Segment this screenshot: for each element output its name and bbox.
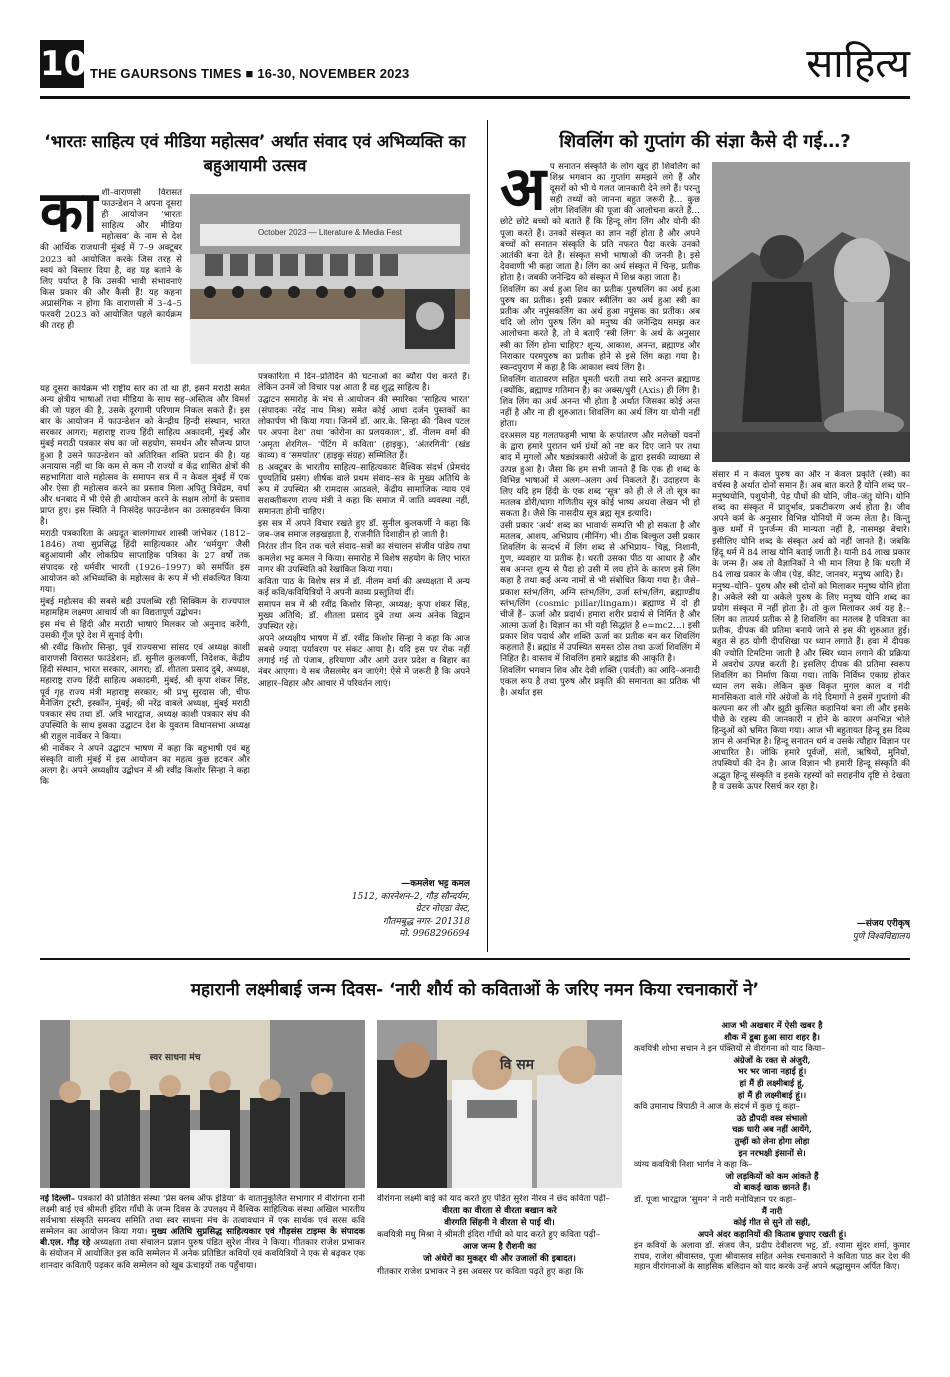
article2-author: —संजय एरीकृष्	[856, 919, 910, 929]
article3-text: डॉ. पूजा भारद्वाज ‘सुमन’ ने नारी मनोविज्ञान पर कहा–	[634, 1193, 797, 1204]
article2-paragraph: दरअसल यह गलतफहमी भाषा के रूपांतरण और मलेच्छों यवनों के द्वारा हमारे पुरातन धर्म ग्रंथों को नष्ट कर दिए जाने पर तथा बाद में मुगलों और षड्यंत्रकारी अंग्रेजों के द्वारा इसकी व्याख्या से उत्पन्न हुआ है। जैसा कि हम सभी जानते हैं कि एक ही शब्द के विभिन्न भाषाओं में अलग–अलग अर्थ निकलते हैं। उदाहरण के लिए यदि हम हिंदी के एक शब्द ‘सूत्र’ को ही ले लें तो सूत्र का मतलब डोरी/धागा गणितीय सूत्र कोई भाष्य अथवा लेखन भी हो सकता है। जैसे कि नासदीय सूत्र ब्रह्म सूत्र इत्यादि।	[500, 431, 700, 519]
article2-dropcap: अ	[500, 162, 546, 224]
article1-intro	[40, 188, 182, 384]
page-number: 10	[40, 40, 84, 88]
article3-verse-line: आज जन्म है रौशनी का	[462, 1242, 537, 1253]
vertical-divider	[487, 120, 488, 952]
article1-paragraph: इस मंच से हिंदी और मराठी भाषाएं मिलकर जो अनुनाद करेंगी, उसकी गूँज पूरे देश में सुनाई देगी।	[40, 619, 250, 642]
article1-paragraph: उद्घाटन समारोह के मंच से आयोजन की स्मारिका ‘साहित्य भारत’ (संपादकः नरेंद्र नाथ मिश्र) समेत कोई आधा दर्जन पुस्तकों का लोकार्पण भी किया गया। जिनमें डॉ. आर.के. सिन्हा की ‘विश्व पटल पर अपना देश’ तथा ‘कोरोना का प्रलयकाल’, डॉ. नीलम वर्मा की ‘अमृता शेरगिल– ‘पेंटिंग में कविता’ (हाइकु), ‘अंतरगिनी’ (खंड काव्य) व ‘समयांतर’ (हाइकु संग्रह) सम्मिलित हैं।	[258, 395, 470, 461]
article2-shiva-illustration	[712, 162, 910, 462]
article3-verse-line: जो लड़कियों को कम आंकते हैं	[725, 1170, 819, 1181]
article1-paragraph: निरंतर तीन दिन तक चले संवाद–सत्रों का संचालन संजीव पांडेय तथा कमलेश भट्ट कमल ने किया। समारोह में विशेष सहयोग के लिए भारत नागर की उपस्थिति को रेखांकित किया गया।	[258, 542, 470, 575]
article3-photo-group	[40, 1020, 365, 1188]
article1-paragraph: समापन सत्र में श्री रवींद्र किशोर सिन्हा, अध्यक्ष; कृपा शंकर सिंह, मुख्य अतिथि; डॉ. शीतला प्रसाद दुबे तथा अन्य अनेक विद्वान उपस्थित रहे।	[258, 599, 470, 633]
article1-paragraph: मुंबई महोत्सव की सबसे बड़ी उपलब्धि रही सिक्किम के राज्यपाल महामहिम लक्ष्मण आचार्य जी का विद्यतापूर्ण उद्बोधन।	[40, 596, 250, 618]
article3-verse-line: हां मैं ही लक्ष्मीबाई हूं,	[739, 1077, 805, 1088]
article3-verse-line: उठे द्रौपदी वस्त्र संभालो	[736, 1112, 808, 1123]
article2-paragraph: शिवलिंग का अर्थ हुआ शिव का प्रतीक पुरुषलिंग का अर्थ हुआ पुरुष का प्रतीक। इसी प्रकार स्त्रीलिंग का अर्थ हुआ स्त्री का प्रतीक और नपुंसकलिंग का अर्थ हुआ नपुंसक का प्रतीक। अब यदि जो लोग पुरुष लिंग को मनुष्य की जनेन्द्रिय समझ कर आलोचना करते है, तो वे बताएँ ‘स्त्री लिंग’ के अर्थ के अनुसार स्त्री का लिंग होना चाहिए? शून्य, आकाश, अनन्त, ब्रह्माण्ड और निराकार परमपुरुष का प्रतीक होने से इसे लिंग कहा गया है। स्कन्दपुराण में कहा है कि आकाश स्वयं लिंग है।	[500, 285, 700, 373]
article1-paragraph: यह दूसरा कार्यक्रम भी राष्ट्रीय स्तर का तो था ही, इसने मराठी समेत अन्य क्षेत्रीय भाषाओं तथा मीडिया के साथ सह–अस्तित्व और विमर्श की जो पहल की है, उसके दूरगामी परिणाम निकल सकते हैं। इस बार के आयोजन में फाउन्डेशन को केन्द्रीय हिन्दी संस्थान, भारत सरकार आगरा; महाराष्ट्र राज्य हिंदी साहित्य अकादमी, मुंबई और मुंबई मराठी पत्रकार संघ का जो सहयोग, समर्थन और सौजन्य प्राप्त हुआ है उसने फाउन्डेशन को अतिरिक्त शक्ति प्रदान की है। यह अनायास नहीं था कि कम से कम नौ राज्यों व केंद्र शासित क्षेत्रों की सहभागिता वाले महोत्सव के समापन सत्र में न केवल मुंबई में एक और ऐसा ही महोत्सव करने का प्रस्ताव मिला अपितु त्रिवेंद्रम, वर्धा और धनबाद में भी ऐसे ही आयोजन करने के सक्षम लोगों के प्रस्ताव प्राप्त हुए। इस स्थिति ने निःसंदेह फाउन्डेशन का उत्साहवर्धन किया है।	[40, 384, 250, 528]
article2-paragraph: मनुष्य–योनि– पुरुष और स्त्री दोनों को मिलाकर मनुष्य योनि होता है। अकेले स्त्री या अकेले पुरुष के लिए मनुष्य योनि शब्द का प्रयोग संस्कृत में नहीं होता है। तो कुल मिलाकर अर्थ यह है:– लिंग का तात्पर्य प्रतीक से है शिवलिंग का मतलब है पवित्रता का प्रतीक, दीपक की प्रतिमा बनाये जाने से इस की शुरुआत हुई। बहुत से हठ योगी दीपशिखा पर ध्यान लगाते हैं। हवा में दीपक की ज्योति टिमटिमा जाती है और स्थिर ध्यान लगाने की प्रक्रिया में अवरोध उत्पन्न करती है। इसलिए दीपक की प्रतिमा स्वरूप शिवलिंग का निर्माण किया गया। ताकि निर्विघ्न एकाग्र होकर ध्यान लग सके। लेकिन कुछ विकृत मुगल काल व गंदी मानसिकता वाले गोरे अंग्रेजों के गंदे दिमागों ने इसमें गुप्तांगो की कल्पना कर ली और झूठी कुत्सित कहानियां बना ली और इसके पीछे के रहस्य की जानकारी न होने के कारण अनभिज्ञ भोले हिन्दुओं को भ्रमित किया गया। आज भी बहुतायत हिन्दू इस दिव्य ज्ञान से अनभिज्ञ है। हिन्दू सनातन धर्म व उसके त्यौहार विज्ञान पर आधारित है। जोकि हमारे पूर्वजों, संतों, ऋषियों, मुनियों, तपस्वियों की देन है। आज विज्ञान भी हमारी हिन्दू संस्कृति की अद्भुत हिन्दू संस्कृति व इसके रहस्यों को सराहनीय दृष्टि से देखता है व उसके ऊपर रिसर्च कर रहा है।	[712, 581, 910, 792]
article3-dateline: नई दिल्ली–	[40, 1194, 76, 1204]
article1-paragraph: श्री नार्वेकर ने अपने उद्घाटन भाषण में कहा कि बहुभाषी एवं बहु संस्कृति वाली मुंबई में इस आयोजन का महत्व कुछ हटकर और अलग है। अपने अध्यक्षीय उद्बोधन में श्री रवींद्र किशोर सिन्हा ने कहा कि	[40, 744, 250, 788]
article1-byline	[258, 878, 470, 950]
article1-event-photo	[190, 194, 470, 364]
article1-author: —कमलेश भट्ट कमल	[401, 879, 470, 889]
article1-address-2: ग्रेटर नोएडा वेस्ट,	[415, 904, 470, 914]
article1-photo-banner: October 2023 — Literature & Media Fest	[257, 228, 403, 237]
article3-verse-line: वीरगति सिंहनी ने वीरता से पाई थी।	[444, 1218, 555, 1229]
article3-column3	[634, 1020, 910, 1332]
article1-paragraph: अपने अध्यक्षीय भाषण में डॉ. रवींद्र किशोर सिन्हा ने कहा कि आज सबसे ज्यादा पर्यावरण पर संकट आया है। यदि इस पर रोक नहीं लगाई गई तो पंजाब, हरियाणा और आगे उत्तर प्रदेश व बिहार का नंबर आएगा। ये सब जैसलमेर बन जाएंगे! ऐसे में जरूरी है कि अपने आहार–विहार और आचार में परिवर्तन लाएं।	[258, 634, 470, 689]
masthead	[40, 40, 910, 92]
article1-address-3: गौतमबुद्ध नगर- 201318	[382, 916, 470, 927]
article1-paragraph: श्री रवींद्र किशोर सिन्हा, पूर्व राज्यसभा सांसद एवं अध्यक्ष काशी वाराणसी विरासत फाउंडेशन; डॉ. सुनील कुलकर्णी, निदेशक, केंद्रीय हिंदी संस्थान, भारत सरकार, आगरा; डॉ. शीतला प्रसाद दुबे, अध्यक्ष, महाराष्ट्र राज्य हिंदी साहित्य अकादमी, मुंबई, श्री कृपा शंकर सिंह, पूर्व गृह राज्य मंत्री महाराष्ट्र सरकार; श्री प्रभु सुरदास जी, चीफ मैनेजिंग ट्रस्टी, इस्कॉन, मुंबई; श्री नरेंद्र वाबले अध्यक्ष, मुंबई मराठी पत्रकार संघ तथा डॉ. अत्रि भारद्वाज, अध्यक्ष काशी पत्रकार संघ की उपस्थिति के साथ इसका उद्घाटन देश के युवतम विधानसभा अध्यक्ष श्री राहुल नार्वेकर ने किया।	[40, 643, 250, 742]
article1-mobile: मो. 9968296694	[399, 929, 470, 939]
article3-verse-line: हां मैं ही लक्ष्मीबाई हूं।।	[737, 1089, 807, 1100]
article2-byline	[712, 918, 910, 946]
article3-verse-line: इन नरभक्षी इंसानों से।	[738, 1147, 806, 1158]
article3-text: कवयित्री शोभा सचान ने इन पंक्तियों से वीरांगना को याद किया–	[634, 1043, 826, 1054]
article3-column1	[40, 1194, 365, 1332]
article1-intro-text: शी–वाराणसी विरासत फाउन्डेशन ने अपना दूसरा ही आयोजन ‘भारतः साहित्य और मीडिया महोत्सव’ के नाम से देश की आर्थिक राजधानी मुंबई में 7–9 अक्टूबर 2023 को आयोजित करके जिस तरह से स्वयं को विस्तार दिया है, वह यह बताने के लिए पर्याप्त है कि उसकी भावी संभावनाएं किस प्रकार की और कैसी हैं! यह कहना अप्रासंगिक न होगा कि वाराणसी में 3–4–5 फरवरी 2023 को आयोजित पहले कार्यक्रम की तरह ही	[40, 188, 182, 332]
article2-paragraph: शिवलिंग वातावरण सहित घूमती धरती तथा सारे अनन्त ब्रह्माण्ड (क्योंकि, ब्रह्माण्ड गतिमान है) का अक्स/धुरी (Axis) ही लिंग है। शिव लिंग का अर्थ अनन्त भी होता है अर्थात जिसका कोई अन्त नहीं है और ना ही शुरुआत। शिवलिंग का अर्थ लिंग या योनी नहीं होता।	[500, 374, 700, 430]
article1-dropcap: का	[40, 188, 98, 245]
article3-text: कवि उमानाथ त्रिपाठी ने आज के संदर्भ में कुछ यूं कहा–	[634, 1101, 800, 1112]
article1-paragraph: पत्रकारिता में दिन–प्रतिदिन की घटनाओं का ब्यौरा पेश करते हैं। लेकिन उनमें जो विचार पक्ष आता है वह शुद्ध साहित्य है।	[258, 372, 470, 394]
article3-text: पत्रकारों की प्रतिष्ठित संस्था ‘प्रेस क्लब ऑफ इंडिया’ के वातानुकूलित सभागार में वीरांगना रानी लक्ष्मी बाई एवं श्रीमती इंदिरा गाँधी के जन्म दिवस के उपलक्ष्य में वैश्विक साहित्यिक संस्था अखिल भारतीय सर्वभाषा संस्कृति समन्वय समिति तथा स्वर साधना मंच के तत्वावधान में एक सार्थक एवं सरस कवि सम्मेलन का आयोजन किया गया।	[40, 1194, 365, 1238]
article3-verse-line: मैं नारी	[761, 1205, 783, 1216]
article2-paragraph: प सनातन संस्कृति के लोग खुद ही शिवलिंग को शिश्न भगवान का गुप्तांग समझने लगे हैं और दूसरों को भी ये गलत जानकारी देने लगे हैं। परन्तु सही तथ्यों को जानना बहुत जरूरी है… कुछ लोग शिवलिंग की पूजा की आलोचना करते हैं… छोटे छोटे बच्चों को बताते हैं कि हिन्दू लोग लिंग और योनी की पूजा करते हैं। उनको संस्कृत का ज्ञान नहीं होता है और अपने बच्चों को सनातन संस्कृति के प्रति नफरत पैदा करके उनको आतंकी बना देते हैं। संस्कृत सभी भाषाओं की जननी है। इसे देववाणी भी कहा जाता है। लिंग का अर्थ संस्कृत में चिन्ह, प्रतीक होता है। जबकी जनेन्द्रिय को संस्कृत में शिश्न कहा जाता है।	[500, 162, 700, 283]
article3-text: व्यंग्य कवयित्री निशा भार्गव ने कहा कि–	[634, 1159, 753, 1170]
article3-text: इन कवियों के अलावा डॉ. संजय जैन, प्रदीप देवीशरण भट्ट, डॉ. श्यामा सुंदर शर्मा, कुमार राघव, राजेश श्रीवास्तव, पूजा श्रीवास्तव सहित अनेक रचनाकारों ने कविता पाठ कर देश की महान वीरांगनाओं के साहसिक बलिदान को याद करके उन्हें अपने श्रद्धासुमन अर्पित किए।	[634, 1240, 910, 1272]
article2-column1	[500, 162, 700, 952]
article3-verse-line: तुम्हीं को लेना होगा लोहा	[734, 1135, 810, 1146]
article3-verse-line: कोई गीत से सुने तो सही,	[733, 1217, 811, 1228]
article1-column1	[40, 384, 250, 952]
paper-name-date: THE GAURSONS TIMES ■ 16-30, NOVEMBER 2023	[90, 66, 410, 81]
article3-column2	[377, 1194, 622, 1332]
article3-text: अध्यक्षता तथा संचालन प्रज्ञान पुरुष पंडित सुरेश नीरव ने किया। गीतकार राजेश प्रभाकर के संयोजन में आयोजित इस कवि सम्मेलन में अनेक प्रतिष्ठित कवियों एवं कवयित्रियों ने एक से बढ़कर एक शानदार कविताएँ पढ़कर कवि सम्मेलन को खूब ऊंचाइयों तक पहुँचाया।	[40, 1238, 365, 1271]
article2-affiliation: पुणे विश्वविद्यालय	[852, 931, 910, 942]
article3-chief-guest: मुख्य अतिथि सुप्रसिद्ध साहित्यकार एवं गौड़संस टाइम्स के संपादक बी.एल. गौड़ रहे	[40, 1227, 365, 1249]
article3-verse-line: अंग्रेजों के रक्त से अंजुरी,	[733, 1054, 811, 1065]
article3-verse-line: वो बाकई खाक छानते हैं।	[733, 1182, 811, 1193]
article2-paragraph: शिवलिंग भगवान शिव और देवी शक्ति (पार्वती) का आदि–अनादी एकल रूप है तथा पुरुष और प्रकृति की समानता का प्रतिक भी है। अर्थात इस	[500, 666, 700, 699]
article3-verse-line: आज भी अखबार में ऐसी खबर है	[721, 1020, 823, 1030]
article3-verse-line: जो अंधेरों का मुकद्दर थी और उजालों की इबादत।	[423, 1254, 576, 1265]
article1-paragraph: 8 अक्टूबर के भारतीय साहित्य–साहित्यकारः वैश्विक संदर्भ (प्रेमचंद पुण्यतिथि प्रसंग) शीर्षक वाले प्रथम संवाद–सत्र के मुख्य अतिथि के रूप में उपस्थित श्री रामदास आठवले, केंद्रीय सामाजिक न्याय एवं सशक्तीकरण राज्य मंत्री ने कहा कि समाज में जाति व्यवस्था नहीं, समानता होनी चाहिए।	[258, 462, 470, 518]
article3-verse-line: अपने अंदर कहानियों की किताब छुपाए रखती हूं।	[697, 1228, 847, 1239]
masthead-rule	[40, 96, 910, 99]
article3-headline: महारानी लक्ष्मीबाई जन्म दिवस- ‘नारी शौर्य को कविताओं के जरिए नमन किया रचनाकारों ने’	[190, 980, 760, 1000]
article3-verse-line: चक्र धारी अब नहीं आयेंगे,	[732, 1124, 812, 1135]
section-divider	[40, 958, 910, 960]
article1-address-1: 1512, कारनेशन–2, गौड़ सौन्दर्यम,	[351, 891, 470, 902]
article1-paragraph: मराठी पत्रकारिता के अग्रदूत बालगंगाधर शास्त्री जांभेकर (1812–1846) तथा सुप्रसिद्ध हिंदी साहित्यकार और ‘धर्मयुग’ जैसी बहुआयामी और लोकप्रिय साप्ताहिक पत्रिका के 27 वर्षों तक संपादक रहे धर्मवीर भारती (1926–1997) को समर्पित इस आयोजन को अभिव्यक्ति के महोत्सव के रूप में भी संकल्पित किया गया।	[40, 529, 250, 595]
article3-text: कवयित्री मधु मिश्रा ने श्रीमती इंदिरा गाँधी को याद करते हुए कविता पढ़ी–	[377, 1230, 601, 1241]
article3-text: गीतकार राजेश प्रभाकर ने इस अवसर पर कविता पढ़ते हुए कहा कि	[377, 1266, 584, 1277]
article1-paragraph: इस सत्र में अपने विचार रखते हुए डॉ. सुनील कुलकर्णी ने कहा कि जब–जब समाज लड़खड़ाता है, राजनीति दिशाहीन हो जाती है।	[258, 519, 470, 541]
article3-photo-poets	[377, 1020, 622, 1188]
article3-photo2-banner: वि सम	[499, 1057, 535, 1073]
article1-headline: ‘भारतः साहित्य एवं मीडिया महोत्सव’ अर्थात संवाद एवं अभिव्यक्ति का बहुआयामी उत्सव	[44, 132, 466, 175]
article1-column2	[258, 372, 470, 872]
article3-verse-line: वीरता का वीरता से वीरता बखान करे	[442, 1206, 557, 1217]
article3-text: वीरांगना लक्ष्मी बाई को याद करते हुए पंडित सुरेश नीरव ने छंद कविता पढ़ी–	[377, 1194, 610, 1204]
article3-verse-line: शौक में डूबा हुआ सारा शहर है।	[724, 1031, 820, 1042]
article1-paragraph: कविता पाठ के विशेष सत्र में डॉ. नीलम वर्मा की अध्यक्षता में अन्य कई कवि/कवियित्रियों ने अपनी काव्य प्रस्तुतियां दीं।	[258, 576, 470, 598]
article3-photo1-banner: स्वर साधना मंच	[149, 1053, 201, 1063]
article2-column2	[712, 470, 910, 915]
article3-verse-line: भर भर जाना नहाई हूं।	[737, 1066, 807, 1077]
article2-paragraph: उसी प्रकार ‘अर्थ’ शब्द का भावार्थः सम्पत्ति भी हो सकता है और मतलब, आशय, अभिप्राय (मीनिंग) भी। ठीक बिल्कुल उसी प्रकार शिवलिंग के सन्दर्भ में लिंग शब्द से अभिप्राय– चिह्न, निशानी, गुण, व्यवहार या प्रतीक है। धरती उसका पीठ या आधार है और सब अनन्त शून्य से पैदा हो उसी में लय होने के कारण इसे लिंग कहा है तथा कई अन्य नामों से भी संबोधित किया गया है। जैसे– प्रकाश स्तंभ/लिंग, अग्नि स्तंभ/लिंग, उर्जा स्तंभ/लिंग, ब्रह्माण्डीय स्तंभ/लिंग (cosmic pillar/lingam)। ब्रह्माण्ड में दो ही चीजें हैं– ऊर्जा और प्रदार्थ। हमारा शरीर प्रदार्थ से निर्मित है और आत्मा ऊर्जा है। विज्ञान का भी यही सिद्धांत है e=mc2…। इसी प्रकार शिव पदार्थ और शक्ति ऊर्जा का प्रतीक बन कर शिवलिंग कहलाते हैं। ब्रह्मांड में उपस्थित समस्त ठोस तथा ऊर्जा शिवलिंग में निहित है। वास्तव में शिवलिंग हमारे ब्रह्मांड की आकृति है।	[500, 521, 700, 665]
section-title: साहित्य	[806, 41, 910, 87]
article2-headline: शिवलिंग को गुप्तांग की संज्ञा कैसे दी गई…?	[559, 131, 851, 152]
article2-paragraph: संसार में न केवल पुरुष का और न केवल प्रकृति (स्त्री) का वर्चस्व है अर्थात दोनों समान हैं। अब बात करते हैं योनि शब्द पर– मनुष्ययोनि, पशुयोनी, पेड़ पौधों की योनि, जीव–जंतु योनि। योनि शब्द का संस्कृत में प्रादुर्भाव, प्रकटीकरण अर्थ होता है। जीव अपने कर्म के अनुसार विभिन्न योनियों में जन्म लेता है। किन्तु कुछ धर्मों में पुनर्जन्म की मान्यता नहीं है, नासमझ बेचारे। इसीलिए योनि शब्द के संस्कृत अर्थ को नहीं जानते हैं। जबकि हिंदू धर्म में 84 लाख योनि बताई जाती है। यानी 84 लाख प्रकार के जन्म हैं। अब तो वैज्ञानिकों ने भी मान लिया है कि धरती में 84 लाख प्रकार के जीव (पेड़, कीट, जानवर, मनुष्य आदि) है।	[712, 470, 910, 580]
